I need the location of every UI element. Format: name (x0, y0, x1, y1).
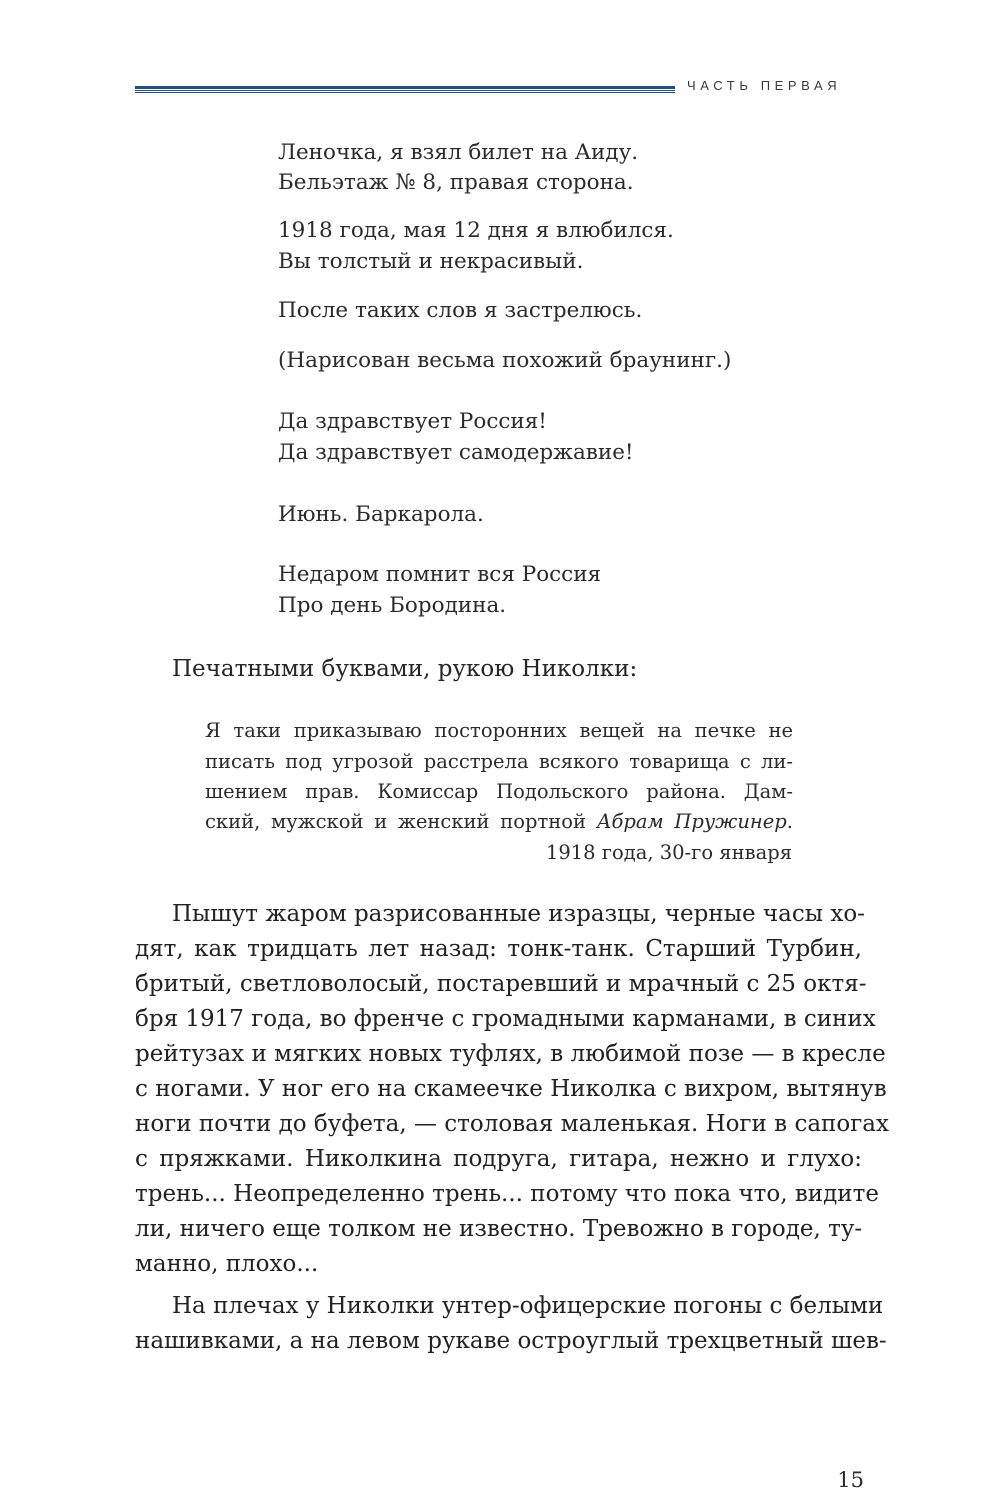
paragraph-line: рейтузах и мягких новых туфлях, в любимой позе — в кресле (135, 1041, 886, 1067)
diary-line: Вы толстый и некрасивый. (278, 249, 584, 274)
paragraph-line: бря 1917 года, во френче с громадными карманами, в синих (135, 1006, 876, 1032)
diary-line: Бельэтаж № 8, правая сторона. (278, 170, 634, 195)
diary-line: Недаром помнит вся Россия (278, 562, 602, 587)
header-rule-thick (135, 86, 675, 89)
diary-line: После таких слов я застрелюсь. (278, 298, 643, 323)
diary-line: 1918 года, мая 12 дня я влюбился. (278, 218, 674, 243)
quote-line: шением прав. Комиссар Подольского района. Дам- (205, 780, 793, 803)
paragraph-line: трень... Неопределенно трень... потому что пока что, видите (135, 1181, 879, 1207)
header-rule (135, 86, 675, 95)
paragraph-line: ноги почти до буфета, — столовая маленькая. Ноги в сапогах (135, 1111, 889, 1137)
diary-line: Июнь. Баркарола. (278, 502, 484, 527)
diary-line: (Нарисован весьма похожий браунинг.) (278, 348, 732, 373)
paragraph-line: манно, плохо... (135, 1251, 319, 1277)
diary-line: Да здравствует самодержавие! (278, 440, 634, 465)
paragraph-line: Пышут жаром разрисованные изразцы, черные часы хо- (172, 901, 865, 927)
diary-line: Про день Бородина. (278, 593, 507, 618)
paragraph-line: дят, как тридцать лет назад: тонк-танк. Старший Турбин, (135, 936, 862, 962)
quote-date: 1918 года, 30-го января (545, 841, 792, 864)
paragraph-line: с ногами. У ног его на скамеечке Николка с вихром, вытянув (135, 1076, 887, 1102)
diary-line: Да здравствует Россия! (278, 409, 547, 434)
diary-line: Леночка, я взял билет на Аиду. (278, 140, 639, 165)
quote-period: . (786, 810, 793, 833)
paragraph-line: бритый, светловолосый, постаревший и мрачный с 25 октя- (135, 971, 867, 997)
paragraph-line: с пряжками. Николкина подруга, гитара, нежно и глухо: (135, 1146, 862, 1172)
lead-in: Печатными буквами, рукою Николки: (172, 656, 638, 682)
header-rule-thin-2 (135, 92, 675, 93)
quote-line: писать под угрозой расстрела всякого товарища с ли- (205, 750, 793, 773)
paragraph-line: На плечах у Николки унтер-офицерские погоны с белыми (172, 1293, 884, 1319)
header-rule-thin-1 (135, 90, 675, 91)
paragraph-line: нашивками, а на левом рукаве остроуглый трехцветный шев- (135, 1328, 887, 1354)
running-head: ЧАСТЬ ПЕРВАЯ (687, 78, 842, 93)
quote-line: Я таки приказываю посторонних вещей на печке не (205, 719, 793, 742)
quote-line-last (205, 810, 793, 833)
page-number: 15 (837, 1468, 864, 1492)
quote-signature: Абрам Пружинер (596, 810, 787, 833)
quote-text: ский, мужской и женский портной (205, 810, 597, 833)
paragraph-line: ли, ничего еще толком не известно. Тревожно в городе, ту- (135, 1216, 863, 1242)
